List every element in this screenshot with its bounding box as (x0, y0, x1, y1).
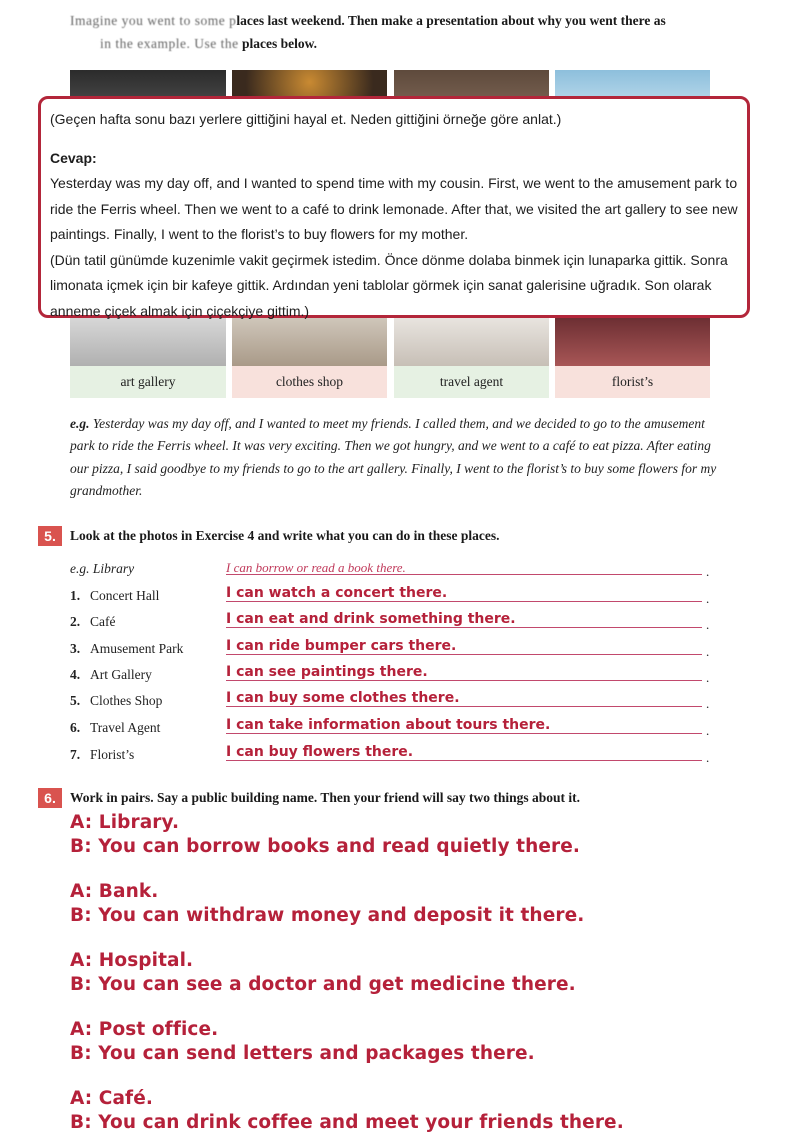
answer-line (226, 706, 702, 707)
row-number: 6. (70, 720, 81, 735)
exercise-6-number: 6. (38, 788, 62, 808)
answer-line (226, 760, 702, 761)
answer-line (226, 733, 702, 734)
row-answer: I can buy flowers there. (226, 744, 414, 760)
row-period: . (706, 696, 710, 711)
dialogue-line-b: B: You can send letters and packages there. (70, 1043, 535, 1064)
row-number: 5. (70, 693, 81, 708)
answer-line (226, 680, 702, 681)
row-answer: I can eat and drink something there. (226, 611, 516, 627)
example-row-answer: I can borrow or read a book there. (226, 560, 406, 575)
row-number: 4. (70, 667, 81, 682)
dialogue-line-a: A: Library. (70, 812, 180, 833)
photo-travel-agent (394, 318, 549, 366)
exercise-5-row (70, 638, 710, 660)
example-row (70, 558, 710, 580)
instruction-blurred-part-2: in the example. Use the (100, 36, 239, 51)
exercise-5-row (70, 690, 710, 712)
row-place: Florist’s (90, 747, 135, 762)
row-answer: I can take information about tours there. (226, 717, 551, 733)
row-number: 7. (70, 747, 81, 762)
caption-art-gallery: art gallery (70, 366, 226, 398)
dialogue-line-a: A: Hospital. (70, 950, 194, 971)
dialogue-line-b: B: You can drink coffee and meet your friends there. (70, 1112, 624, 1133)
row-answer: I can watch a concert there. (226, 585, 448, 601)
caption-travel-agent: travel agent (394, 366, 549, 398)
dialogue-line-b: B: You can borrow books and read quietly there. (70, 836, 580, 857)
dialogue-line-a: A: Bank. (70, 881, 159, 902)
dialogue-line-b: B: You can see a doctor and get medicine there. (70, 974, 576, 995)
instruction-line-2 (100, 36, 317, 52)
exercise-5-row (70, 744, 710, 766)
exercise-5-row (70, 585, 710, 607)
row-answer: I can ride bumper cars there. (226, 638, 457, 654)
photo-art-gallery (70, 318, 226, 366)
row-place: Clothes Shop (90, 693, 163, 708)
answer-label: Cevap: (50, 149, 97, 166)
answer-line (226, 654, 702, 655)
row-place: Amusement Park (90, 641, 184, 656)
row-answer: I can see paintings there. (226, 664, 428, 680)
answer-instruction: (Geçen hafta sonu bazı yerlere gittiğini hayal et. Neden gittiğini örneğe göre anlat.) (50, 111, 562, 127)
exercise-5-row (70, 717, 710, 739)
answer-box (38, 96, 750, 318)
caption-clothes-shop: clothes shop (232, 366, 387, 398)
row-number: 1. (70, 588, 81, 603)
example-label: e.g. (70, 416, 90, 431)
row-place: Art Gallery (90, 667, 152, 682)
answer-line (226, 627, 702, 628)
exercise-5-row (70, 664, 710, 686)
exercise-6-title: Work in pairs. Say a public building name. Then your friend will say two things about it. (70, 790, 580, 805)
row-answer: I can buy some clothes there. (226, 690, 460, 706)
example-row-label: e.g. Library (70, 561, 135, 576)
answer-line (226, 601, 702, 602)
dialogue-line-a: A: Café. (70, 1088, 153, 1109)
row-period: . (706, 670, 710, 685)
exercise-5-row (70, 611, 710, 633)
row-period: . (706, 750, 710, 765)
exercise-5-title: Look at the photos in Exercise 4 and write what you can do in these places. (70, 528, 500, 543)
row-number: 3. (70, 641, 81, 656)
row-number: 2. (70, 614, 81, 629)
dialogue-line-b: B: You can withdraw money and deposit it there. (70, 905, 585, 926)
answer-english: Yesterday was my day off, and I wanted to spend time with my cousin. First, we went to the amusement park to ride the Ferris wheel. Then we went to a café to drink lemonade. After that, we visited the art gallery to see new paintings. Finally, I went to the florist’s to buy flowers for my mother. (50, 175, 738, 242)
instruction-text: laces last weekend. Then make a presentation about why you went there as (236, 13, 666, 28)
row-period: . (706, 644, 710, 659)
caption-florists: florist’s (555, 366, 710, 398)
answer-turkish: (Dün tatil günümde kuzenimle vakit geçirmek istedim. Önce dönme dolaba binmek için lunaparka gittik. Sonra limonata içmek için bir kafeye gittik. Ardından yeni tablolar görmek için sanat galerisine uğradık. Son olarak anneme çiçek almak için çiçekçiye gittim.) (50, 251, 728, 319)
row-place: Concert Hall (90, 588, 160, 603)
exercise-5-number: 5. (38, 526, 62, 546)
instruction-text-2: places below. (241, 36, 317, 51)
example-paragraph (70, 413, 720, 502)
instruction-blurred-part: Imagine you went to some p (70, 13, 237, 28)
photo-florists (555, 318, 710, 366)
row-period: . (706, 723, 710, 738)
dialogue-line-a: A: Post office. (70, 1019, 219, 1040)
row-period: . (706, 591, 710, 606)
example-text: Yesterday was my day off, and I wanted to meet my friends. I called them, and we decided to go to the amusement park to ride the Ferris wheel. It was very exciting. Then we got hungry, and we went to a café to eat pizza. After eating our pizza, I said goodbye to my friends to go to the art gallery. Finally, I went to the florist’s to buy some flowers for my grandmother. (70, 416, 717, 498)
instruction-line-1 (70, 13, 666, 29)
row-period: . (706, 564, 710, 579)
photo-clothes-shop (232, 318, 387, 366)
row-place: Travel Agent (90, 720, 161, 735)
row-place: Café (90, 614, 116, 629)
row-period: . (706, 617, 710, 632)
